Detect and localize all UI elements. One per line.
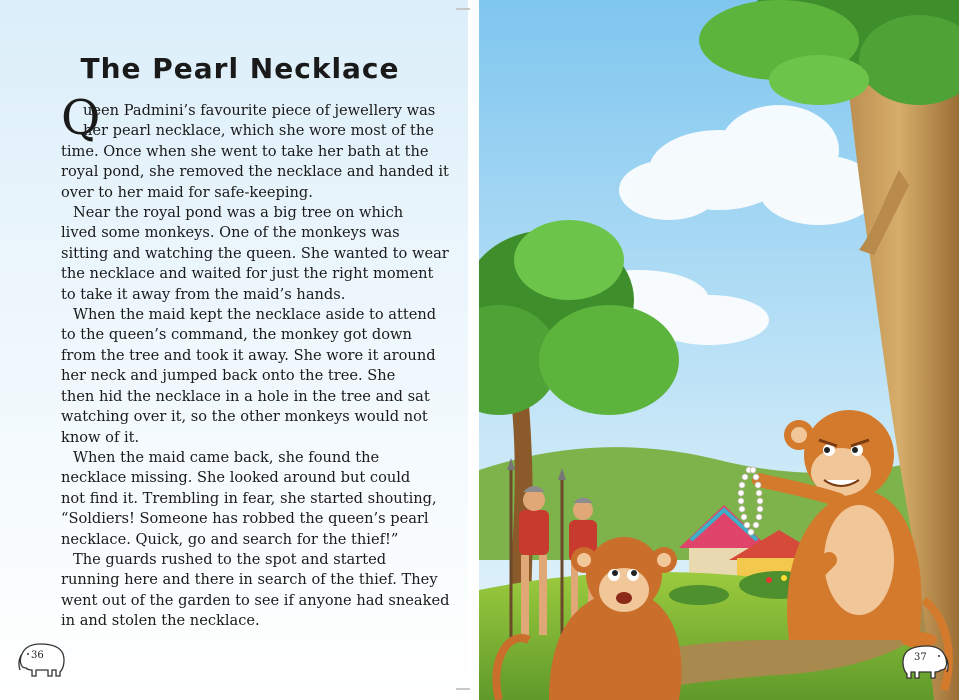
paragraph-1-line-2: her pearl necklace, which she wore most of the (83, 122, 434, 140)
paragraph-3-line-5: then hid the necklace in a hole in the tree and sat (61, 387, 430, 405)
paragraph-2-line-5: to take it away from the maid’s hands. (61, 285, 346, 303)
paragraph-4-line-4: “Soldiers! Someone has robbed the queen’s pearl (61, 510, 429, 528)
paragraph-5-line-3: went out of the garden to see if anyone had sneaked (61, 591, 450, 609)
right-page (479, 0, 959, 700)
paragraph-3-line-4: her neck and jumped back onto the tree. She (61, 367, 396, 385)
story-illustration (479, 0, 959, 700)
gutter-mark-bottom (456, 688, 470, 690)
page-gutter (468, 0, 479, 700)
paragraph-1-line-4: royal pond, she removed the necklace and handed it (61, 163, 449, 181)
paragraph-4-line-1: When the maid came back, she found the (73, 448, 380, 466)
paragraph-1-line-3: time. Once when she went to take her bath at the (61, 142, 429, 160)
paragraph-2-line-4: the necklace and waited for just the right moment (61, 265, 434, 283)
paragraph-2-line-3: sitting and watching the queen. She wanted to wear (61, 244, 449, 262)
page-number-left: 36 (31, 650, 44, 661)
paragraph-4-line-5: necklace. Quick, go and search for the thief!” (61, 530, 399, 548)
paragraph-3-line-7: know of it. (61, 428, 140, 446)
page-number-right: 37 (914, 652, 927, 663)
paragraph-1-line-1: ueen Padmini’s favourite piece of jewellery was (83, 102, 436, 119)
story-body (61, 101, 461, 632)
paragraph-3-line-1: When the maid kept the necklace aside to attend (73, 306, 437, 324)
paragraph-4-line-2: necklace missing. She looked around but could (61, 469, 411, 487)
paragraph-5-line-4: in and stolen the necklace. (61, 612, 260, 630)
gutter-mark-top (456, 8, 470, 10)
paragraph-5-line-2: running here and there in search of the thief. They (61, 571, 438, 589)
paragraph-1-line-5: over to her maid for safe-keeping. (61, 183, 313, 201)
paragraph-3-line-6: watching over it, so the other monkeys would not (61, 408, 428, 426)
paragraph-3-line-2: to the queen’s command, the monkey got down (61, 326, 412, 344)
paragraph-5-line-1: The guards rushed to the spot and started (73, 550, 387, 568)
paragraph-4-line-3: not find it. Trembling in fear, she started shouting, (61, 489, 437, 507)
paragraph-2-line-1: Near the royal pond was a big tree on which (73, 204, 404, 222)
paragraph-3-line-3: from the tree and took it away. She wore it around (61, 346, 436, 364)
drop-cap: Q (61, 90, 101, 146)
story-title: The Pearl Necklace (80, 52, 400, 85)
paragraph-2-line-2: lived some monkeys. One of the monkeys was (61, 224, 400, 242)
